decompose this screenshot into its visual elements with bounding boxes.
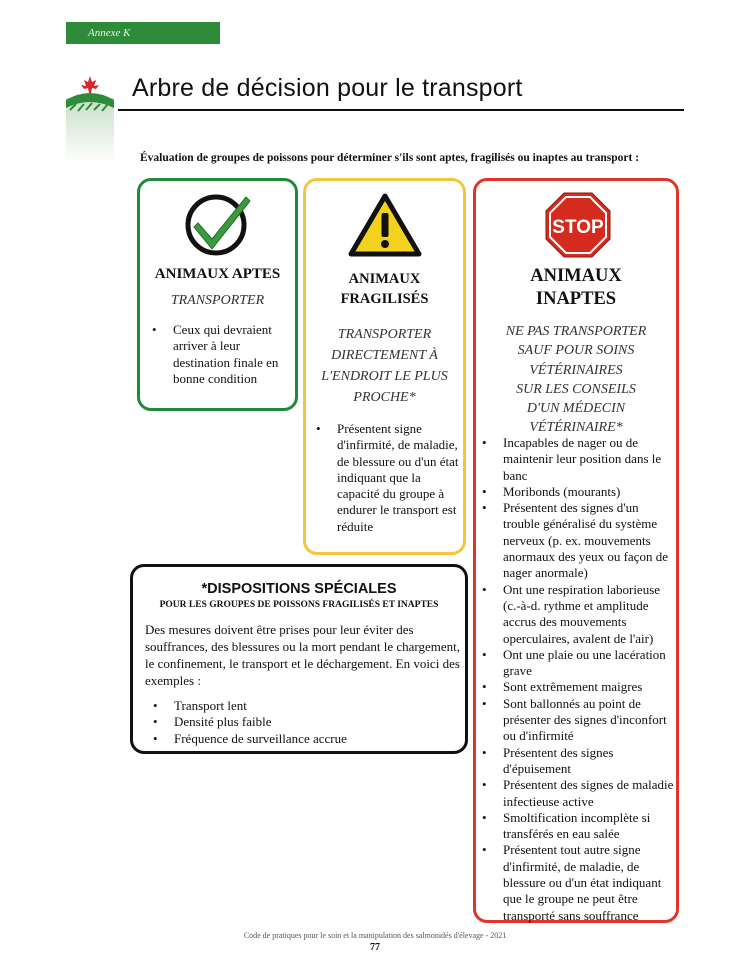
list-item: • Ceux qui devraient arriver à leur destination finale en bonne condition [150,322,288,387]
list-item: • Sont extrêmement maigres [480,679,675,695]
special-provisions-subtitle: POUR LES GROUPES DE POISSONS FRAGILISÉS ET INAPTES [159,600,439,610]
unfit-heading-line: INAPTES [535,289,617,309]
stop-sign-icon [544,191,612,259]
fragile-action-line: TRANSPORTER [337,327,432,342]
maple-leaf-farm-icon [66,74,114,164]
warning-triangle-icon [348,193,422,257]
stop-sign-text: STOP [552,217,604,238]
unfit-animals-box [473,178,679,923]
fragile-heading [306,269,463,309]
page-title: Arbre de décision pour le transport [132,74,523,102]
fragile-heading-line: FRAGILISÉS [340,291,429,307]
fragile-criteria-list [314,421,459,535]
fragile-action-line: PROCHE* [353,390,416,405]
list-item: • Présentent des signes de maladie infectieuse active [480,777,675,810]
fit-action: TRANSPORTER [170,293,265,308]
fragile-action-line: L'ENDROIT LE PLUS [321,369,448,384]
fragile-action [306,324,463,408]
list-item: • Sont ballonnés au point de présenter des signes d'inconfort ou d'infirmité [480,696,675,745]
list-item: • Transport lent [151,698,451,714]
special-provisions-box [130,564,468,754]
list-item: • Smoltification incomplète si transférés en eau salée [480,810,675,843]
unfit-heading [476,265,676,311]
list-item: • Incapables de nager ou de maintenir leur position dans le banc [480,435,675,484]
list-item: • Ont une respiration laborieuse (c.-à-d. rythme et amplitude accrus des mouvements operculaires, avalent de l'air) [480,582,675,647]
footer-text: Code de pratiques pour le soin et la manipulation des salmonidés d'élevage - 2021 [243,931,507,940]
page-number: 77 [370,942,380,953]
unfit-action [476,322,676,438]
unfit-heading-line: ANIMAUX [530,266,622,286]
list-item: • Présentent signe d'infirmité, de maladie, de blessure ou d'un état indiquant que la capacité du groupe à endurer le transport est réduite [314,421,459,535]
list-item: • Moribonds (mourants) [480,484,675,500]
special-provisions-text: Des mesures doivent être prises pour leur éviter des souffrances, des blessures ou la mort pendant le chargement, le confinement, le transport et le déchargement. En voici des exemples : [145,622,461,688]
unfit-action-line: NE PAS TRANSPORTER [505,324,647,339]
special-provisions-title: *DISPOSITIONS SPÉCIALES [201,581,397,597]
fragile-animals-box [303,178,466,555]
unfit-action-line: VÉTÉRINAIRE* [529,420,623,436]
list-item: • Fréquence de surveillance accrue [151,731,451,747]
list-item: • Présentent des signes d'un trouble généralisé du système nerveux (p. ex. mouvements anormaux des yeux ou façon de nager anormale) [480,500,675,581]
intro-text: Évaluation de groupes de poissons pour déterminer s'ils sont aptes, fragilisés ou inaptes au transport : [140,152,640,164]
unfit-action-line: VÉTÉRINAIRES [529,362,623,378]
fit-heading: ANIMAUX APTES [154,266,281,282]
fragile-action-line: DIRECTEMENT À [331,348,438,363]
unfit-action-line: SUR LES CONSEILS [516,381,636,397]
title-divider [118,109,684,111]
list-item: • Densité plus faible [151,714,451,730]
list-item: • Ont une plaie ou une lacération grave [480,647,675,680]
annex-label: Annexe K [66,22,220,44]
fragile-heading-line: ANIMAUX [348,271,421,287]
unfit-action-line: D'UN MÉDECIN [526,401,626,417]
checkmark-circle-icon [184,191,252,257]
unfit-action-line: SAUF POUR SOINS [517,343,635,359]
list-item: • Présentent des signes d'épuisement [480,745,675,778]
fit-animals-box [137,178,298,411]
fit-criteria-list [150,322,288,387]
list-item: • Présentent tout autre signe d'infirmité, de maladie, de blessure ou d'un état indiquant que le groupe ne peut être transporté sans souffrance [480,842,675,923]
unfit-criteria-list [480,435,675,924]
special-provisions-list [151,698,451,747]
